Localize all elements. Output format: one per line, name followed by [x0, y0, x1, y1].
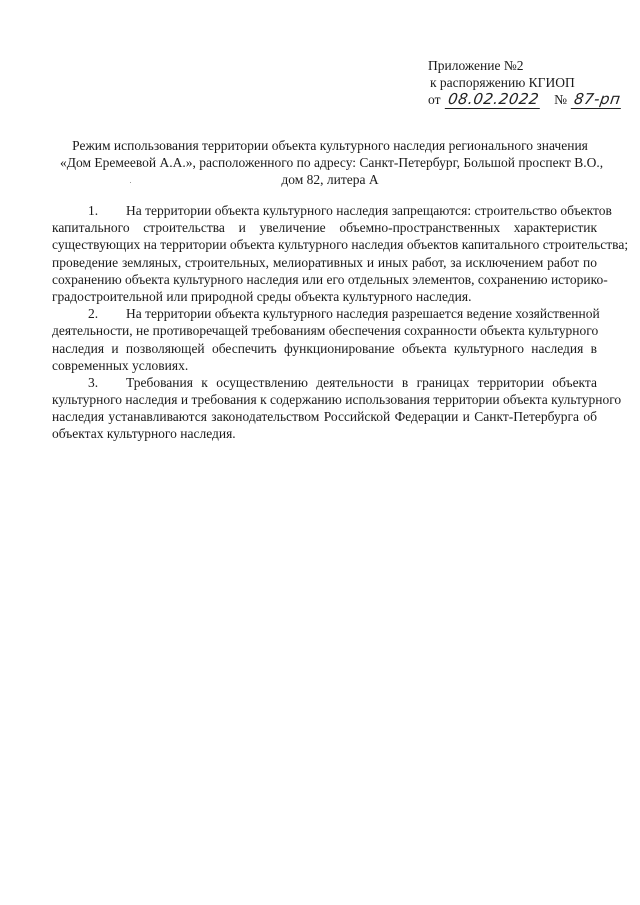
- document-body: [52, 202, 629, 443]
- paragraph-line: наследия и позволяющей обеспечить функционирование объекта культурного наследия в: [52, 340, 597, 356]
- paragraph-line: современных условиях.: [52, 357, 189, 373]
- paragraph-number: 2.: [88, 306, 99, 322]
- paragraph-line: существующих на территории объекта культурного наследия объектов капитального строительства;: [52, 237, 629, 253]
- paragraph-text: Требования к осуществлению деятельности в границах территории объекта: [126, 374, 597, 390]
- title-line: дом 82, литера А: [281, 172, 379, 187]
- paragraph-number: 3.: [88, 374, 99, 390]
- title-line: «Дом Еремеевой А.А.», расположенного по адресу: Санкт-Петербург, Большой проспект В.О.,: [60, 155, 604, 170]
- paragraph-number: 1.: [88, 203, 99, 218]
- appendix-header: [428, 57, 623, 109]
- paragraph-line: объектах культурного наследия.: [52, 426, 236, 442]
- paragraph-line: наследия устанавливаются законодательством Российской Федерации и Санкт-Петербурга об: [52, 409, 597, 425]
- date-prefix: от: [428, 92, 441, 107]
- paragraph-line: [52, 202, 612, 219]
- title-line: Режим использования территории объекта культурного наследия регионального значения: [72, 138, 588, 153]
- paragraph-line: деятельности, не противоречащей требованиям обеспечения сохранности объекта культурного: [52, 323, 599, 339]
- appendix-order-ref: к распоряжению КГИОП: [430, 75, 575, 90]
- paragraph-line: [52, 305, 600, 322]
- paragraph-2: [52, 305, 600, 374]
- paragraph-line: проведение земляных, строительных, мелиоративных и иных работ, за исключением работ по: [52, 254, 597, 270]
- handwritten-date: 08.02.2022: [445, 91, 542, 109]
- document-title: [60, 137, 604, 188]
- paragraph-text: На территории объекта культурного наследия разрешается ведение хозяйственной: [126, 306, 600, 322]
- paragraph-line: капитального строительства и увеличение объемно-пространственных характеристик: [52, 220, 597, 236]
- paragraph-1: [52, 202, 629, 305]
- paragraph-line: градостроительной или природной среды объекта культурного наследия.: [52, 288, 472, 304]
- appendix-title: Приложение №2: [428, 58, 524, 73]
- paragraph-line: [52, 374, 597, 391]
- paragraph-text: На территории объекта культурного наследия запрещаются: строительство объектов: [126, 203, 612, 218]
- handwritten-number: 87-рп: [571, 91, 624, 109]
- number-sign: №: [554, 92, 568, 107]
- appendix-date-number: [428, 91, 623, 109]
- paragraph-line: культурного наследия и требования к содержанию использования территории объекта культурного: [52, 392, 622, 408]
- paragraph-line: сохранению объекта культурного наследия или его отдельных элементов, сохранению историко-: [52, 271, 608, 287]
- paragraph-3: [52, 374, 622, 443]
